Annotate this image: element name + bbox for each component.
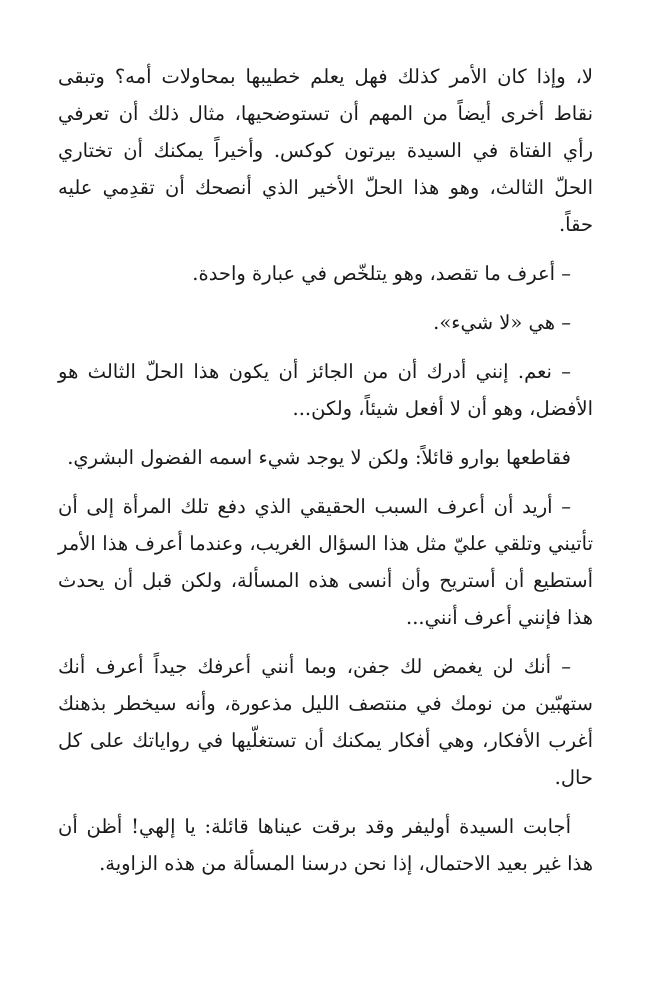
paragraph-8: أجابت السيدة أوليفر وقد برقت عيناها قائلة: يا إلهي! أظن أن هذا غير بعيد الاحتمال، إذا نحن درسنا المسألة من هذه الزاوية. [58, 815, 593, 875]
paragraph-1: لا، وإذا كان الأمر كذلك فهل يعلم خطيبها بمحاولات أمه؟ وتبقى نقاط أخرى أيضاً من المهم أن تستوضحيها، مثال ذلك أن تعرفي رأي الفتاة في السيدة بيرتون كوكس. وأخيراً يمكنك أن تختاري الحلّ الثالث، وهو هذا الحلّ الأخير الذي أنصحك أن تقدِمي عليه حقاً. [58, 65, 593, 236]
paragraph-5: فقاطعها بوارو قائلاً: ولكن لا يوجد شيء اسمه الفضول البشري. [67, 446, 571, 469]
paragraph-4: – نعم. إنني أدرك أن من الجائز أن يكون هذا الحلّ الثالث هو الأفضل، وهو أن لا أفعل شيئاً، ولكن... [58, 360, 593, 420]
paragraph-6: – أريد أن أعرف السبب الحقيقي الذي دفع تلك المرأة إلى أن تأتيني وتلقي عليّ مثل هذا السؤال الغريب، وعندما أعرف هذا الأمر أستطيع أن أستريح وأن أنسى هذه المسألة، ولكن قبل أن يحدث هذا فإنني أعرف أنني... [58, 495, 593, 629]
paragraph-2: – أعرف ما تقصد، وهو يتلخّص في عبارة واحدة. [192, 262, 571, 285]
paragraph-3: – هي «لا شيء». [433, 311, 571, 334]
paragraph-7: – أنك لن يغمض لك جفن، وبما أنني أعرفك جيداً أعرف أنك ستهبّين من نومك في منتصف الليل مذعورة، وأنه سيخطر بذهنك أغرب الأفكار، وهي أفكار يمكنك أن تستغلّيها في رواياتك على كل حال. [58, 655, 593, 789]
